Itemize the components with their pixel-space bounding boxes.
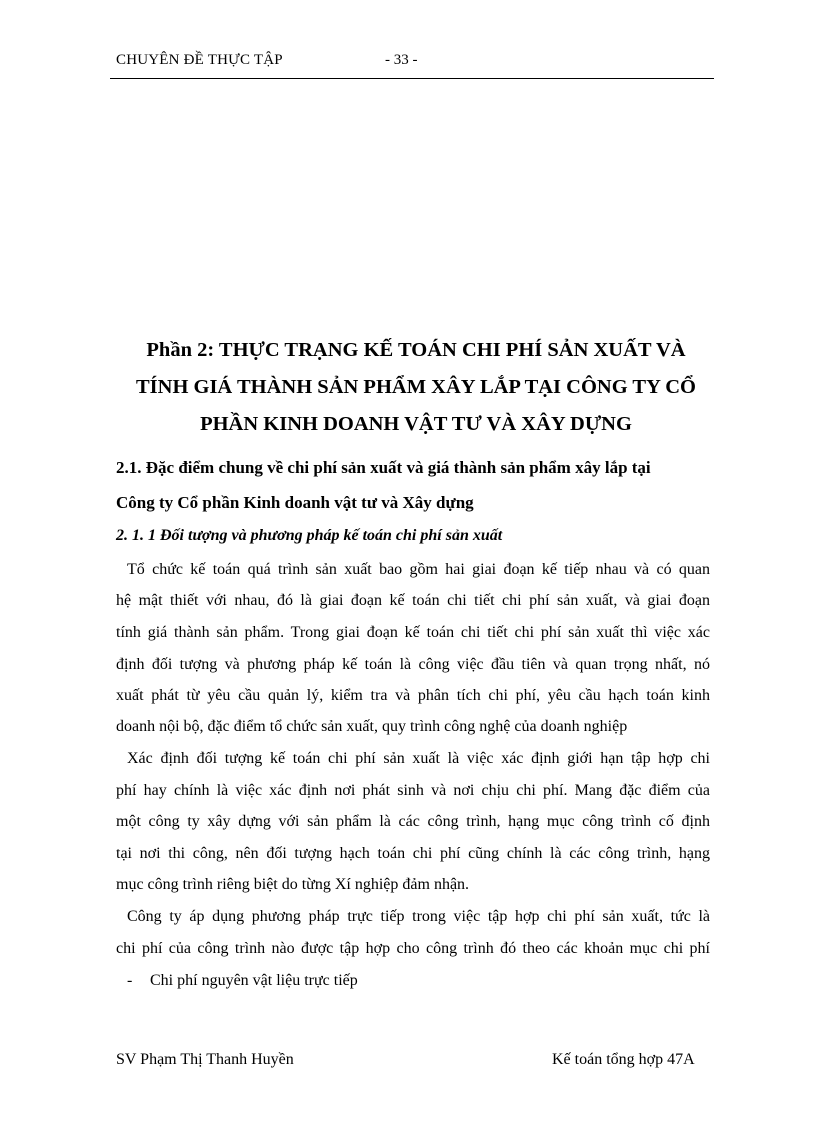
paragraph-3-line-1: Công ty áp dụng phương pháp trực tiếp trong việc tập hợp chi phí sản xuất, tức là <box>127 908 710 925</box>
part-title-line-1: Phần 2: THỰC TRẠNG KẾ TOÁN CHI PHÍ SẢN XUẤT VÀ <box>146 339 686 361</box>
paragraph-1-line-3: tính giá thành sản phẩm. Trong giai đoạn kế toán chi tiết chi phí sản xuất thì việc xác <box>116 624 710 641</box>
paragraph-1-line-6: doanh nội bộ, đặc điểm tổ chức sản xuất, quy trình công nghệ của doanh nghiệp <box>116 718 628 735</box>
subsection-heading: 2. 1. 1 Đối tượng và phương pháp kế toán chi phí sản xuất <box>116 527 503 544</box>
paragraph-2-line-4: tại nơi thi công, nên đối tượng hạch toán chi phí cũng chính là các công trình, hạng <box>116 845 710 862</box>
section-heading-line-1: 2.1. Đặc điểm chung về chi phí sản xuất và giá thành sản phẩm xây lắp tại <box>116 458 651 477</box>
part-title <box>108 332 724 443</box>
paragraph-1-line-5: xuất phát từ yêu cầu quản lý, kiểm tra và phân tích chi phí, yêu cầu hạch toán kinh <box>116 687 710 704</box>
bullet-marker: - <box>127 972 133 989</box>
paragraph-2-line-2: phí hay chính là việc xác định nơi phát sinh và nơi chịu chi phí. Mang đặc điểm của <box>116 782 710 799</box>
paragraph-1-line-4: định đối tượng và phương pháp kế toán là công việc đầu tiên và quan trọng nhất, nó <box>116 656 710 673</box>
paragraph-2-line-5: mục công trình riêng biệt do từng Xí nghiệp đảm nhận. <box>116 876 470 893</box>
page-number: - 33 - <box>385 52 418 68</box>
paragraph-2-line-3: một công ty xây dựng với sản phẩm là các công trình, hạng mục công trình cố định <box>116 813 710 830</box>
paragraph-1-line-1: Tổ chức kế toán quá trình sản xuất bao gồm hai giai đoạn kế tiếp nhau và có quan <box>127 561 710 578</box>
paragraph-3-line-2: chi phí của công trình nào được tập hợp cho công trình đó theo các khoản mục chi phí <box>116 940 710 957</box>
part-title-line-3: PHẦN KINH DOANH VẬT TƯ VÀ XÂY DỰNG <box>200 413 632 435</box>
section-heading-line-2: Công ty Cổ phần Kinh doanh vật tư và Xây dựng <box>116 493 474 512</box>
paragraph-2-line-1: Xác định đối tượng kế toán chi phí sản xuất là việc xác định giới hạn tập hợp chi <box>127 750 710 767</box>
header-divider <box>110 78 714 79</box>
part-title-line-2: TÍNH GIÁ THÀNH SẢN PHẨM XÂY LẮP TẠI CÔNG TY CỔ <box>135 376 697 398</box>
footer-class: Kế toán tổng hợp 47A <box>552 1051 695 1068</box>
footer-author: SV Phạm Thị Thanh Huyền <box>116 1051 294 1068</box>
paragraph-1-line-2: hệ mật thiết với nhau, đó là giai đoạn kế toán chi tiết chi phí sản xuất, và giai đoạn <box>116 592 710 609</box>
header-title: CHUYÊN ĐỀ THỰC TẬP <box>116 52 283 68</box>
bullet-item: Chi phí nguyên vật liệu trực tiếp <box>150 972 358 989</box>
